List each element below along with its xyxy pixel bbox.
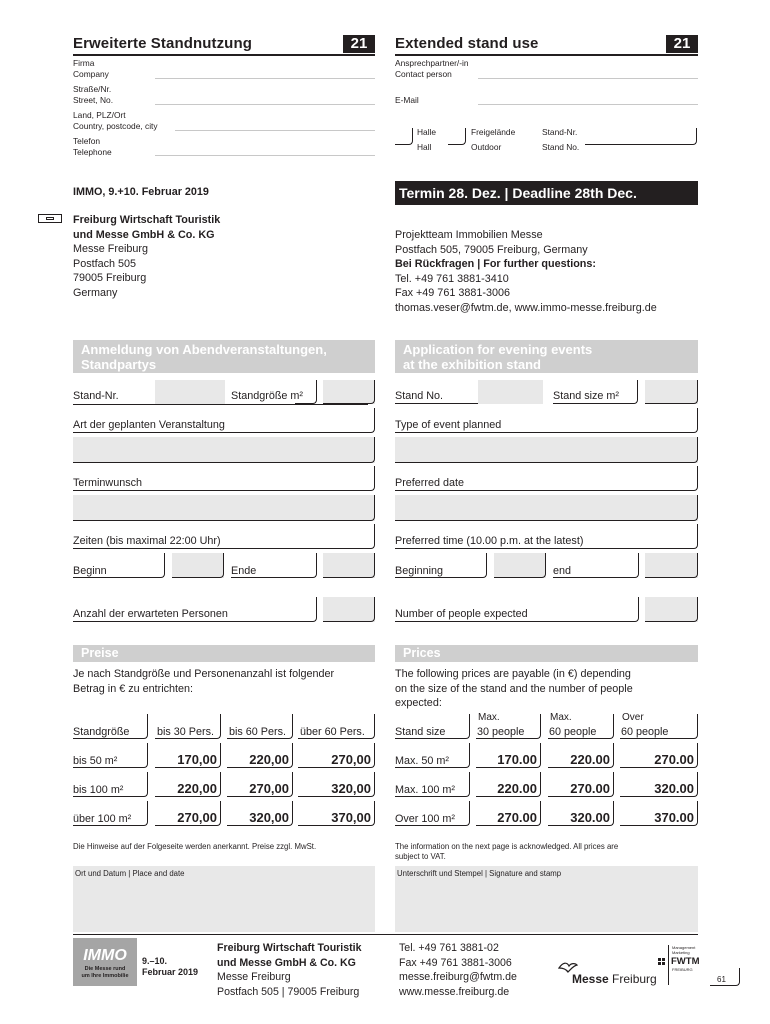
hook	[476, 743, 541, 768]
deadline-banner	[395, 181, 698, 205]
label-standno-top: Stand No.	[542, 142, 580, 152]
label-type: Type of event planned	[395, 419, 502, 431]
hook	[298, 801, 375, 826]
country-field[interactable]	[175, 130, 375, 131]
footer-contact: Tel. +49 761 3881-02 Fax +49 761 3881-3006 messe.freiburg@fwtm.de www.messe.freiburg.de	[399, 942, 517, 998]
hook	[73, 597, 317, 622]
label-beginning: Beginning	[395, 565, 444, 577]
hook	[620, 801, 698, 826]
stand-number-field[interactable]	[585, 128, 697, 145]
price-en-1-2: 220.00	[570, 752, 610, 767]
hook	[395, 553, 487, 578]
hook	[553, 380, 638, 404]
section-title-de: Anmeldung von Abendveranstaltungen, Standpartys	[81, 342, 327, 372]
label-telefon: Telefon	[73, 136, 101, 146]
label-zeiten: Zeiten (bis maximal 22:00 Uhr)	[73, 535, 221, 547]
col-de-2: bis 60 Pers.	[229, 726, 287, 738]
hook	[155, 743, 221, 768]
label-contact: Contact person	[395, 69, 452, 79]
label-outdoor: Outdoor	[471, 142, 502, 152]
prices-head-en	[395, 645, 698, 662]
label-standgroesse: Standgröße m²	[231, 390, 304, 402]
prices-intro-en: The following prices are payable (in €) depending on the size of the stand and the number of people expected:	[395, 668, 633, 710]
immo-logo-text: IMMO	[83, 947, 127, 964]
hook	[645, 380, 698, 404]
price-en-3-3: 370.00	[654, 810, 694, 825]
title-de: Erweiterte Standnutzung	[73, 35, 252, 52]
price-en-1-3: 270.00	[654, 752, 694, 767]
price-de-1-3: 270,00	[331, 752, 371, 767]
label-art: Art der geplanten Veranstaltung	[73, 419, 225, 431]
prices-head-de	[73, 645, 375, 662]
hook	[298, 772, 375, 797]
event-line: IMMO, 9.+10. Februar 2019	[73, 186, 209, 198]
hook	[395, 495, 698, 521]
price-en-3-1: 270.00	[497, 810, 537, 825]
deadline-text: Termin 28. Dez. | Deadline 28th Dec.	[399, 185, 637, 201]
col-standgroesse: Standgröße	[73, 726, 130, 738]
hook	[73, 524, 375, 549]
contact-field[interactable]	[478, 78, 698, 79]
hook	[323, 597, 375, 622]
hook	[395, 466, 698, 491]
col-en-2-top: Max.	[550, 712, 572, 723]
hook	[172, 553, 224, 578]
section-title-en: Application for evening events at the exhibition stand	[403, 342, 593, 372]
hook	[645, 597, 698, 622]
hook	[395, 437, 698, 463]
company-field[interactable]	[155, 78, 375, 79]
stand-no-field[interactable]	[478, 380, 543, 404]
hook	[73, 743, 148, 768]
price-de-2-3: 320,00	[331, 781, 371, 796]
messe-freiburg-wordmark: Messe Freiburg	[572, 972, 657, 986]
label-telephone: Telephone	[73, 147, 112, 157]
hook	[476, 772, 541, 797]
hook	[73, 772, 148, 797]
label-standnr-top: Stand-Nr.	[542, 127, 578, 137]
hook	[73, 437, 375, 463]
hook	[395, 714, 470, 739]
signature-label: Unterschrift und Stempel | Signature and stamp	[397, 869, 562, 878]
price-en-2-3: 320.00	[654, 781, 694, 796]
label-hall: Hall	[417, 142, 432, 152]
fwtm-logo: FWTM	[671, 956, 700, 967]
hook	[395, 743, 470, 768]
brand-divider	[668, 945, 669, 985]
hook	[395, 597, 639, 622]
hook	[227, 801, 293, 826]
hook	[323, 553, 375, 578]
col-en-1: 30 people	[477, 726, 525, 738]
hook	[73, 553, 165, 578]
hook	[323, 380, 375, 404]
price-de-3-1: 270,00	[177, 810, 217, 825]
envelope-window-mark	[38, 214, 62, 223]
hook	[476, 801, 541, 826]
hook	[73, 801, 148, 826]
hook	[620, 743, 698, 768]
price-de-1-2: 220,00	[249, 752, 289, 767]
col-de-1: bis 30 Pers.	[157, 726, 215, 738]
label-time: Preferred time (10.00 p.m. at the latest)	[395, 535, 584, 547]
hook	[155, 772, 221, 797]
stand-nr-field[interactable]	[155, 380, 225, 404]
col-de-3: über 60 Pers.	[300, 726, 365, 738]
price-en-2-1: 220.00	[497, 781, 537, 796]
price-de-3-2: 320,00	[249, 810, 289, 825]
outdoor-box[interactable]	[448, 128, 466, 145]
price-de-2-1: 220,00	[177, 781, 217, 796]
label-land: Land, PLZ/Ort	[73, 110, 126, 120]
row-line	[73, 404, 368, 405]
label-ende: Ende	[231, 565, 257, 577]
col-en-3-top: Over	[622, 712, 644, 723]
hook	[227, 772, 293, 797]
hook	[73, 408, 375, 433]
label-strasse: Straße/Nr.	[73, 84, 112, 94]
label-number: Number of people expected	[395, 608, 528, 620]
prices-title-en: Prices	[403, 646, 441, 660]
email-field[interactable]	[478, 104, 698, 105]
col-standsize: Stand size	[395, 726, 446, 738]
footer-org: Freiburg Wirtschaft Touristik und Messe GmbH & Co. KG Messe Freiburg Postfach 505 | 79005 Freiburg	[217, 942, 362, 998]
row-label-de-1: bis 50 m²	[73, 755, 118, 767]
hook	[476, 714, 541, 739]
place-date-field[interactable]	[73, 866, 375, 932]
hook	[548, 801, 614, 826]
address-left: Freiburg Wirtschaft Touristik und Messe GmbH & Co. KG Messe Freiburg Postfach 505 79005 Freiburg Germany	[73, 214, 221, 299]
page-number: 61	[717, 975, 726, 984]
title-en: Extended stand use	[395, 35, 539, 52]
hook	[395, 801, 470, 826]
col-en-2: 60 people	[549, 726, 597, 738]
footer-rule	[73, 934, 698, 935]
price-en-1-1: 170.00	[497, 752, 537, 767]
col-en-1-top: Max.	[478, 712, 500, 723]
signature-field[interactable]	[395, 866, 698, 932]
place-date-label: Ort und Datum | Place and date	[75, 869, 185, 878]
hook	[73, 495, 375, 521]
label-halle: Halle	[417, 127, 437, 137]
hook	[395, 408, 698, 433]
footer-date: 9.–10. Februar 2019	[142, 956, 199, 977]
label-end: end	[553, 565, 572, 577]
label-company: Company	[73, 69, 109, 79]
hook	[494, 553, 546, 578]
section-head-de	[73, 340, 375, 373]
hook	[73, 714, 148, 739]
label-email: E-Mail	[395, 95, 419, 105]
col-en-3: 60 people	[621, 726, 669, 738]
label-country: Country, postcode, city	[73, 121, 158, 131]
immo-logo	[73, 938, 137, 986]
row-label-de-3: über 100 m²	[73, 813, 132, 825]
immo-logo-sub: Die Messe rund um Ihre Immobilie	[81, 966, 129, 979]
price-de-3-3: 370,00	[331, 810, 371, 825]
label-anzahl: Anzahl der erwarteten Personen	[73, 608, 228, 620]
telephone-field[interactable]	[155, 155, 375, 156]
hook	[227, 743, 293, 768]
fwtm-sub: FREIBURG	[672, 967, 693, 972]
row-label-en-2: Max. 100 m²	[395, 784, 455, 796]
fwtm-dots-icon	[658, 957, 665, 966]
hook	[298, 743, 375, 768]
price-en-2-2: 270.00	[570, 781, 610, 796]
hook	[298, 714, 375, 739]
note-en: The information on the next page is acknowledged. All prices are subject to VAT.	[395, 842, 619, 861]
row-label-en-1: Max. 50 m²	[395, 755, 449, 767]
label-stand-no: Stand No.	[395, 390, 444, 402]
label-termin: Terminwunsch	[73, 477, 143, 489]
hook	[395, 524, 698, 549]
header-rule-de	[73, 54, 375, 56]
price-de-1-1: 170,00	[177, 752, 217, 767]
hook	[73, 466, 375, 491]
label-street: Street, No.	[73, 95, 114, 105]
street-field[interactable]	[155, 104, 375, 105]
header-rule-en	[395, 54, 698, 56]
price-en-3-2: 320.00	[570, 810, 610, 825]
prices-intro-de: Je nach Standgröße und Personenanzahl ist folgender Betrag in € zu entrichten:	[73, 668, 335, 695]
price-de-2-2: 270,00	[249, 781, 289, 796]
section-head-en	[395, 340, 698, 373]
hook	[295, 380, 317, 404]
hook	[553, 553, 639, 578]
hook	[548, 772, 614, 797]
address-right: Projektteam Immobilien Messe Postfach 505, 79005 Freiburg, Germany Bei Rückfragen | For further questions: Tel. +49 761 3881-3410 Fax +49 761 3881-3006 thomas.veser@fwtm.de, www.immo-messe.freiburg.de	[395, 229, 657, 314]
label-stand-nr: Stand-Nr.	[73, 390, 119, 402]
label-ansprech: Ansprechpartner/-in	[395, 58, 469, 68]
hook	[395, 772, 470, 797]
hook	[155, 714, 221, 739]
label-freigelaende: Freigelände	[471, 127, 516, 137]
hook	[620, 714, 698, 739]
form-number-en: 21	[666, 35, 698, 53]
hook	[227, 714, 293, 739]
label-beginn: Beginn	[73, 565, 107, 577]
form-number-de: 21	[343, 35, 375, 53]
row-label-de-2: bis 100 m²	[73, 784, 124, 796]
hook	[548, 714, 614, 739]
label-firma: Firma	[73, 58, 95, 68]
hook	[620, 772, 698, 797]
label-date: Preferred date	[395, 477, 465, 489]
hook	[548, 743, 614, 768]
hall-box[interactable]	[395, 128, 413, 145]
fwtm-small: Management Marketing	[672, 945, 696, 955]
hook	[155, 801, 221, 826]
prices-title-de: Preise	[81, 646, 119, 660]
hook	[645, 553, 698, 578]
note-de: Die Hinweise auf der Folgeseite werden anerkannt. Preise zzgl. MwSt.	[73, 842, 317, 851]
label-stand-size: Stand size m²	[553, 390, 620, 402]
row-label-en-3: Over 100 m²	[395, 813, 455, 825]
hook	[231, 553, 317, 578]
